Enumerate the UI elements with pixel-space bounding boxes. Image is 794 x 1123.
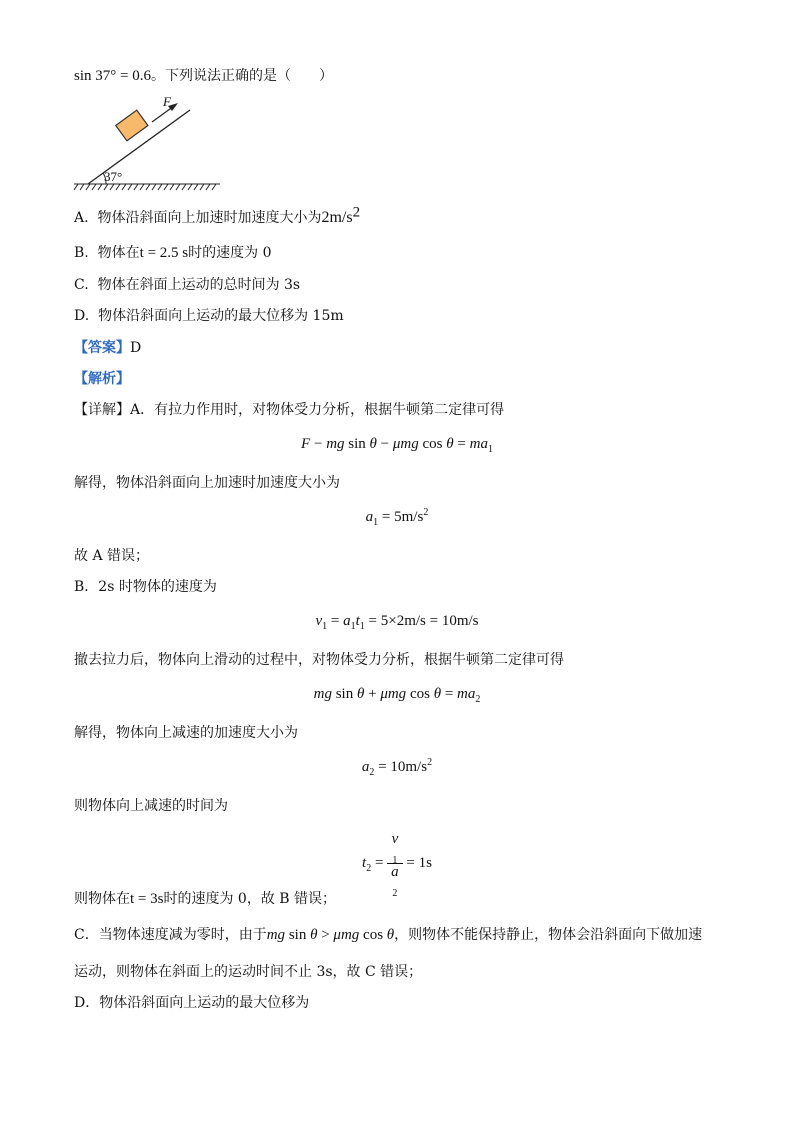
equation-5: $a_2 = 10m/s^2$ (361, 757, 433, 778)
equation-1: F − mg sin θ − μmg $\cos \theta = ma_1$ (301, 436, 493, 455)
detail-a-result-intro: 解得，物体沿斜面向上加速时加速度大小为 (74, 475, 340, 491)
detail-d-intro: D．物体沿斜面向上运动的最大位移为 (74, 995, 310, 1011)
option-a-letter: A. (74, 210, 89, 226)
fraction: v $_1$ a $_2$ (387, 831, 403, 896)
detail-a-wrong: 故 A 错误； (74, 548, 150, 564)
answer-value: D (130, 340, 142, 356)
option-d-text: 物体沿斜面向上运动的最大位移为 15m (98, 308, 344, 324)
answer-line (74, 339, 141, 357)
incline-figure (70, 92, 230, 192)
option-b-text-pre: 物体在 (97, 245, 140, 261)
option-a (74, 204, 361, 227)
detail-c-line1: C．当物体速度减为零时，由于mg sin θ > μmg cos θ，则物体不能保持静止，物体会沿斜面向下做加速 (74, 927, 703, 943)
detail-a-text: A．有拉力作用时，对物体受力分析，根据牛顿第二定律可得 (130, 402, 505, 418)
equation-4: mg sin θ + μmg $\cos \theta = ma_2$ (313, 686, 481, 705)
equation-2: $a_1 = 5m/s^2$ (365, 507, 429, 528)
option-c-text: 物体在斜面上运动的总时间为 3s (97, 277, 301, 293)
option-b-text-post: 时的速度为 0 (188, 245, 272, 261)
option-b-letter: B. (74, 245, 89, 261)
detail-b-result-intro: 解得，物体向上减速的加速度大小为 (74, 725, 298, 741)
detail-b-time-intro: 则物体向上减速的时间为 (74, 798, 228, 814)
option-d (74, 307, 344, 325)
detail-label: 【详解】 (74, 402, 130, 418)
intro-tail: 。下列说法正确的是（ ） (150, 68, 333, 84)
angle-label: 37° (104, 169, 123, 184)
detail-c-line2: 运动，则物体在斜面上的运动时间不止 3s，故 C 错误； (74, 964, 423, 980)
option-c-letter: C. (74, 277, 89, 293)
equation-3: $v_1 = a_1t_1 = 5\times 2m/s = 10m/s$ (315, 613, 479, 632)
option-a-text: 物体沿斜面向上加速时加速度大小为 (97, 210, 322, 226)
option-b-t-expr: t = 2.5 s (139, 245, 189, 261)
option-a-exp: 2 (352, 204, 361, 221)
equation-6: $t_2$ = v $_1$ a $_2$ = 1s (362, 831, 432, 899)
analysis-label: 【解析】 (74, 371, 130, 387)
detail-c-post: ，则物体不能保持静止，物体会沿斜面向下做加速 (394, 927, 703, 943)
detail-b-intro: B．2s 时物体的速度为 (74, 579, 217, 595)
force-label: F (163, 94, 171, 109)
option-d-letter: D. (74, 308, 90, 324)
ground-hatch (74, 184, 220, 190)
detail-b-conclusion-t: t = 3s (130, 891, 164, 907)
detail-a-intro (74, 401, 504, 419)
option-a-value: 2m/s (321, 209, 353, 226)
detail-b-conclusion (74, 890, 336, 908)
intro-line (74, 67, 333, 85)
answer-label: 【答案】 (74, 340, 130, 356)
analysis-line (74, 370, 130, 388)
detail-c-pre: C．当物体速度减为零时，由于 (74, 927, 267, 943)
block (116, 110, 148, 141)
option-c (74, 276, 300, 294)
detail-b-conclusion-pre: 则物体在 (74, 891, 130, 907)
detail-b-after: 撤去拉力后，物体向上滑动的过程中，对物体受力分析，根据牛顿第二定律可得 (74, 652, 564, 668)
option-b (74, 244, 271, 262)
sin-expression: sin 37° = 0.6 (74, 68, 151, 84)
detail-b-conclusion-post: 时的速度为 0，故 B 错误； (163, 891, 337, 907)
